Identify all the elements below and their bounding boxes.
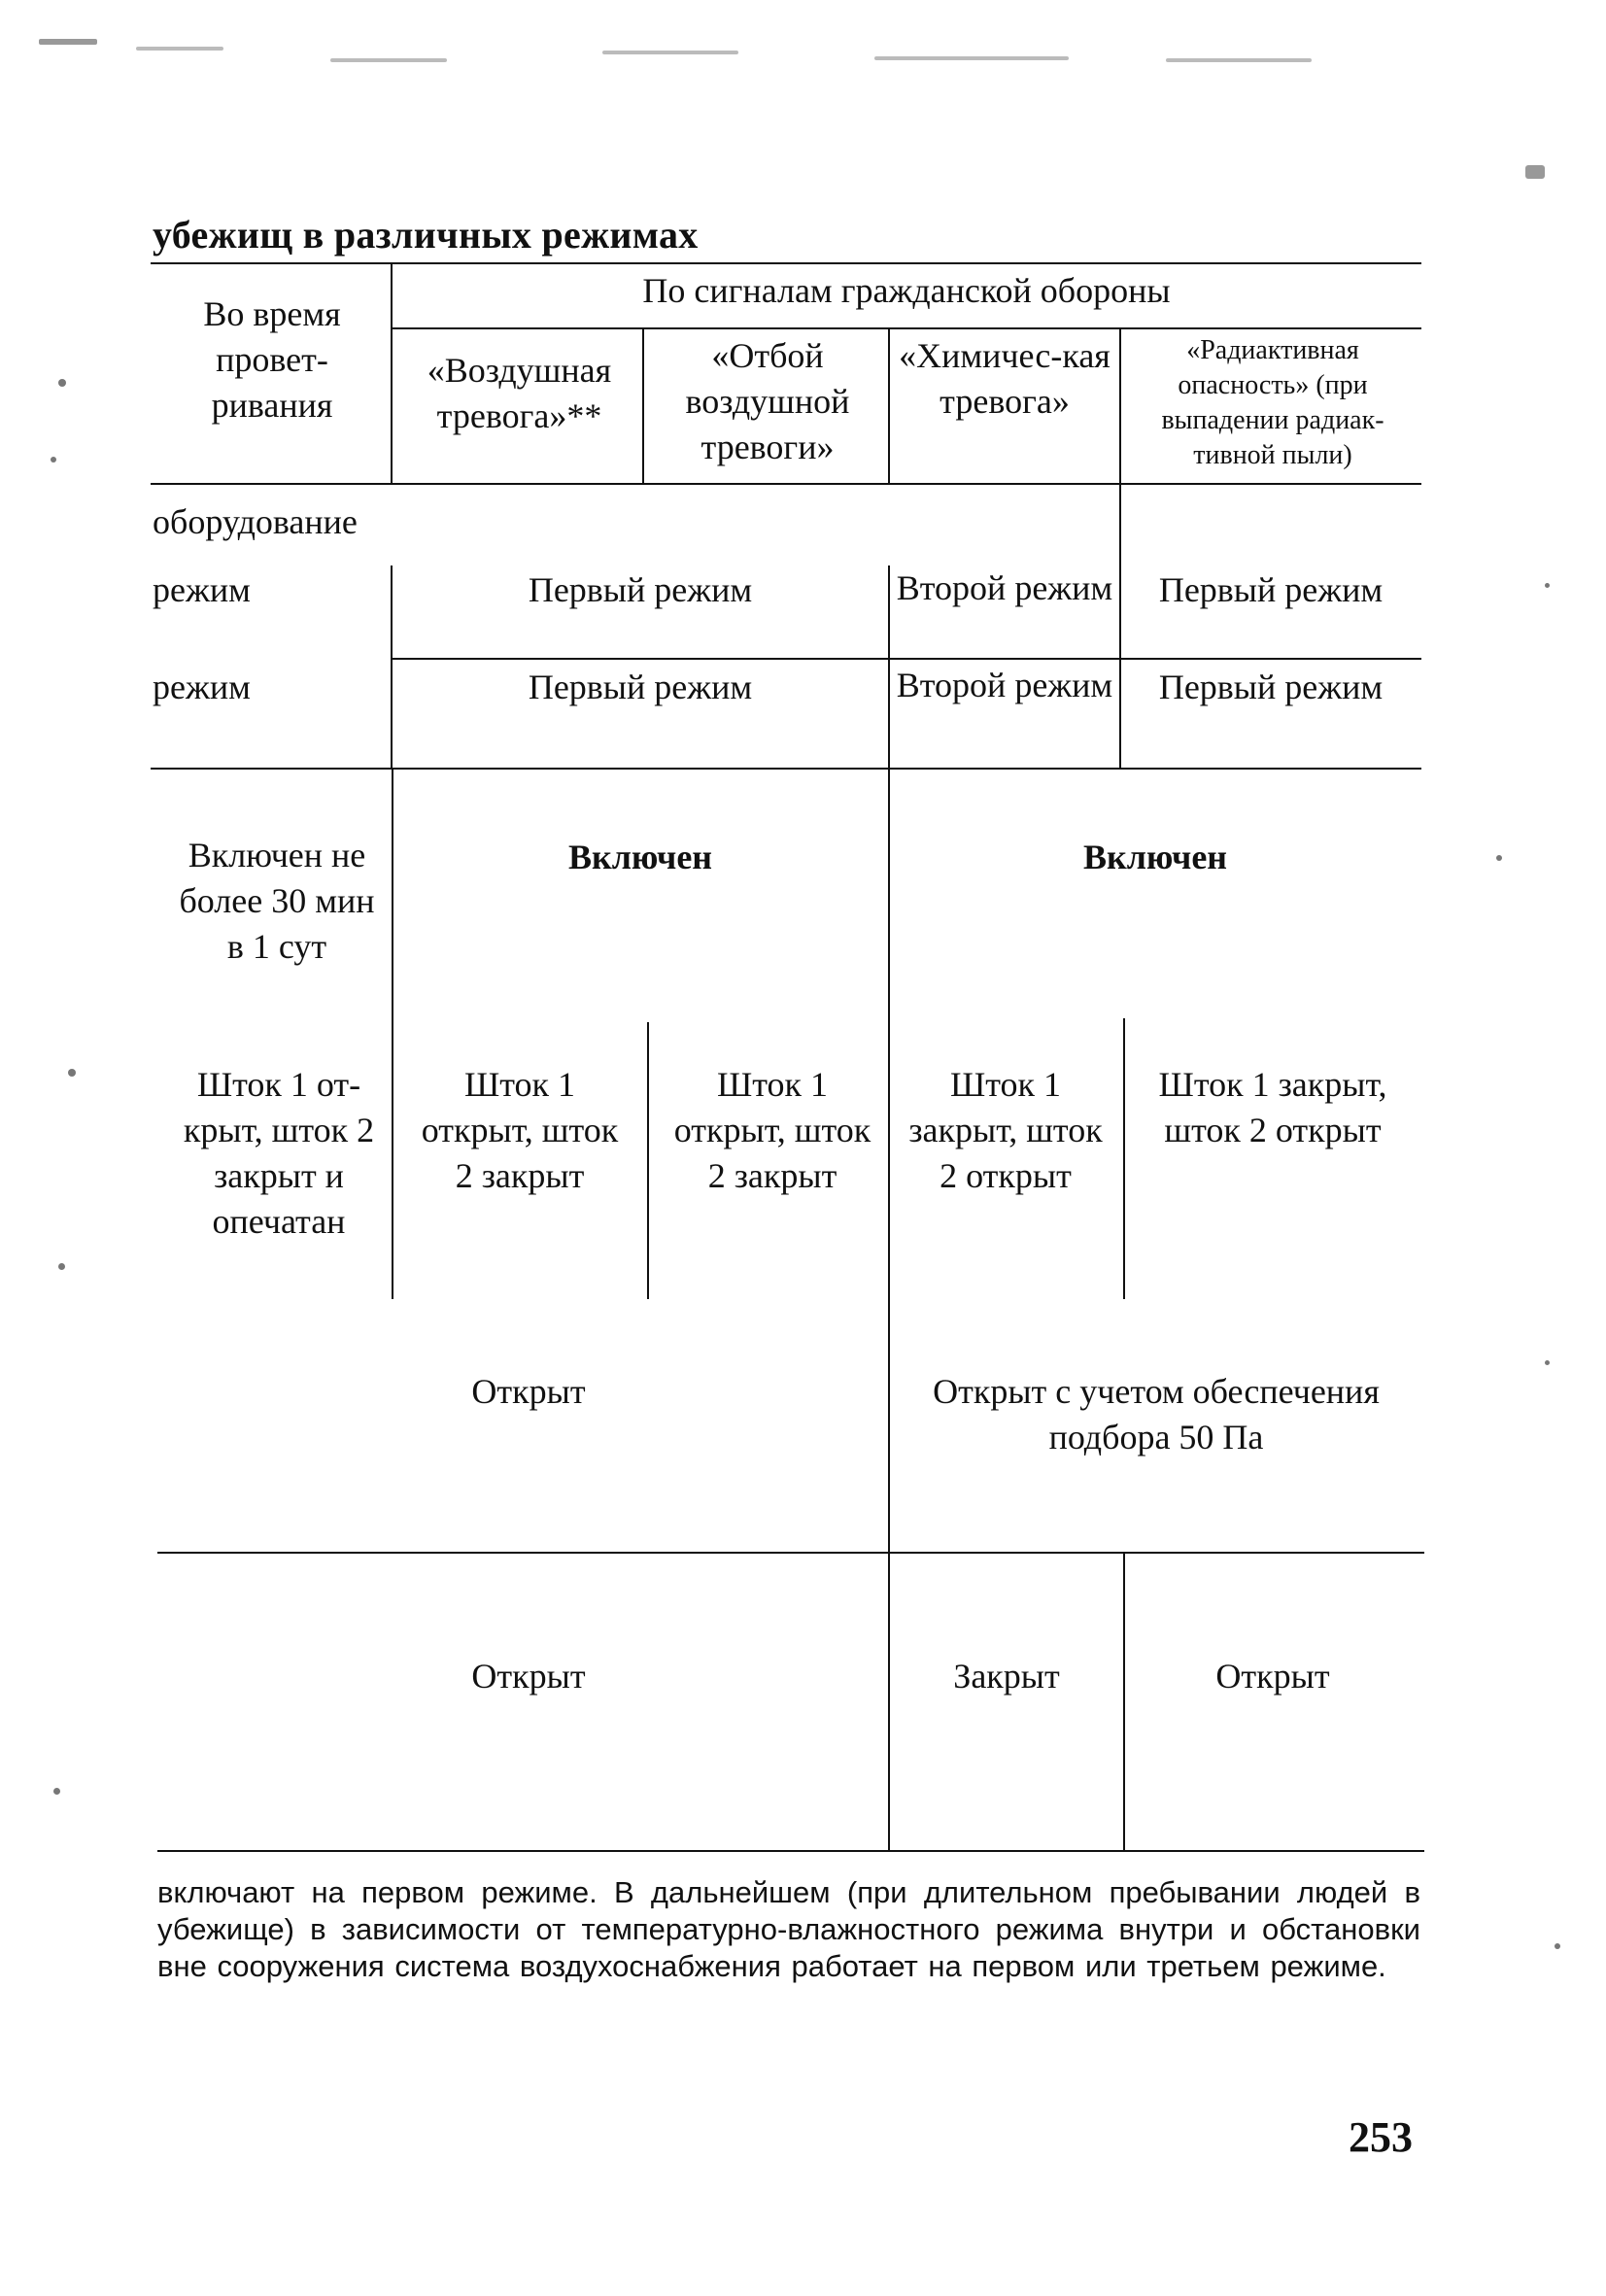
rod-chemical: Шток 1 закрыт, шток 2 открыт	[908, 1065, 1103, 1195]
equipment-label: оборудование	[153, 502, 358, 541]
rod-air-raid: Шток 1 открыт, шток 2 закрыт	[421, 1065, 619, 1195]
regime1-second: Второй режим	[896, 568, 1113, 607]
header-chemical: «Химичес-кая тревога»	[899, 336, 1111, 421]
rule-regime	[391, 658, 1421, 660]
rod-all-clear: Шток 1 открыт, шток 2 закрыт	[673, 1065, 871, 1195]
regime2-first-radiation: Первый режим	[1158, 668, 1384, 706]
last-open: Открыт	[1215, 1657, 1330, 1696]
last-left: Открыт	[471, 1657, 586, 1696]
rule-group	[391, 327, 1421, 329]
open-left: Открыт	[471, 1372, 586, 1411]
open-right: Открыт с учетом обеспечения подбора 50 Па	[933, 1372, 1380, 1456]
on-right: Включен	[1082, 838, 1228, 876]
page-number: 253	[1349, 2113, 1413, 2161]
on-left: Включен	[567, 838, 713, 876]
header-all-clear: «Отбой воздушной тревоги»	[685, 336, 850, 466]
rule-regime2	[151, 768, 1421, 770]
rule-top	[151, 262, 1421, 264]
vrule-c4-body	[1123, 1018, 1125, 1299]
regime2-first: Первый режим	[528, 668, 753, 706]
footer-paragraph: включают на первом режиме. В дальнейшем (при длительном пребывании людей в убежище) в зависимости от температурно-влажностного режима внутри и обстановки вне сооружения система воздухоснабжения работает на первом или третьем режиме.	[157, 1875, 1420, 1983]
page-title: убежищ в различных режимах	[153, 213, 699, 257]
vrule-c2-body	[647, 1022, 649, 1299]
regime-label-2: режим	[153, 668, 251, 706]
last-closed: Закрыт	[953, 1657, 1060, 1696]
regime1-first-radiation: Первый режим	[1158, 570, 1384, 609]
rod-radiation: Шток 1 закрыт, шток 2 открыт	[1158, 1065, 1387, 1149]
vrule-c2-header	[642, 327, 644, 483]
rule-bottom	[157, 1850, 1424, 1852]
header-civil-defense: По сигналам гражданской обороны	[642, 271, 1171, 310]
regime-label-1: режим	[153, 570, 251, 609]
on-limited: Включен не более 30 мин в 1 сут	[179, 836, 375, 966]
rod-ventilation: Шток 1 от-крыт, шток 2 закрыт и опечатан	[183, 1065, 375, 1241]
rule-open	[157, 1552, 1424, 1554]
vrule-c4-last	[1123, 1552, 1125, 1850]
regime2-second: Второй режим	[896, 666, 1113, 704]
header-air-raid: «Воздушная тревога»**	[427, 351, 612, 435]
regime1-first: Первый режим	[528, 570, 753, 609]
rule-header	[151, 483, 1421, 485]
header-ventilation: Во время провет-ривания	[203, 294, 341, 425]
vrule-c3-header	[888, 327, 890, 483]
header-radiation: «Радиактивная опасность» (при выпадении радиак-тивной пыли)	[1161, 335, 1384, 470]
